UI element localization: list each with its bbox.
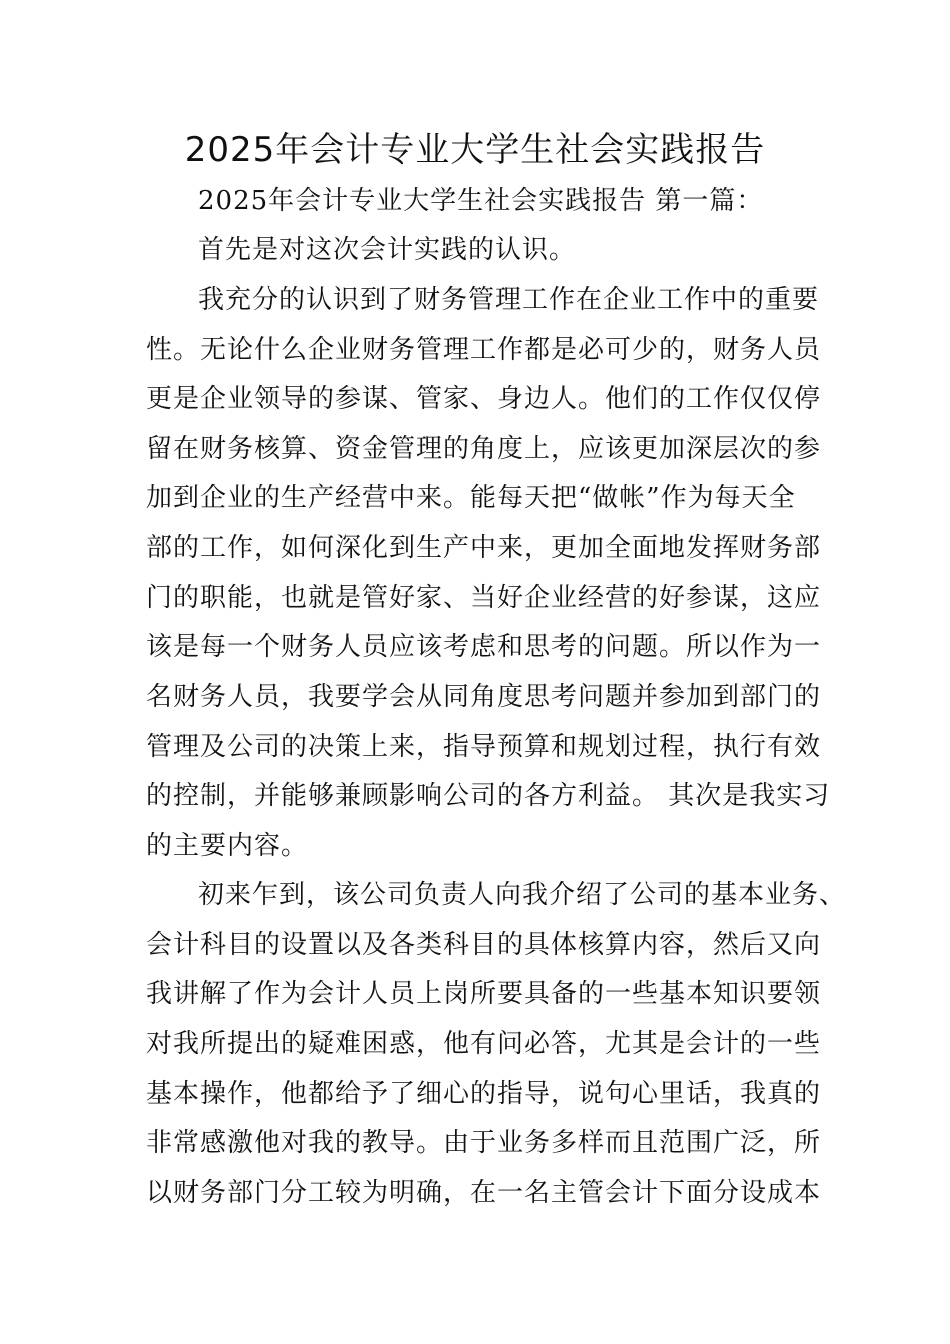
paragraph-line: 的控制，并能够兼顾影响公司的各方利益。 其次是我实习 (146, 781, 831, 811)
paragraph-line: 基本操作，他都给予了细心的指导，说句心里话，我真的 (146, 1079, 822, 1109)
paragraph-line: 性。无论什么企业财务管理工作都是必可少的，财务人员 (146, 335, 822, 365)
paragraph-line: 部的工作，如何深化到生产中来，更加全面地发挥财务部 (146, 533, 822, 563)
paragraph-line: 更是企业领导的参谋、管家、身边人。他们的工作仅仅停 (146, 384, 822, 414)
paragraph-line: 门的职能，也就是管好家、当好企业经营的好参谋，这应 (146, 583, 822, 613)
paragraph-line: 的主要内容。 (146, 831, 309, 861)
paragraph-line: 非常感激他对我的教导。由于业务多样而且范围广泛，所 (146, 1128, 822, 1158)
document-title: 2025年会计专业大学生社会实践报告 (184, 130, 766, 170)
paragraph-line: 留在财务核算、资金管理的角度上，应该更加深层次的参 (146, 434, 822, 464)
paragraph-line: 我充分的认识到了财务管理工作在企业工作中的重要 (198, 285, 820, 315)
subheading: 2025年会计专业大学生社会实践报告 第一篇： (198, 186, 764, 216)
paragraph-line: 会计科目的设置以及各类科目的具体核算内容，然后又向 (146, 930, 822, 960)
paragraph-line: 对我所提出的疑难困惑，他有问必答，尤其是会计的一些 (146, 1029, 822, 1059)
paragraph-line: 该是每一个财务人员应该考虑和思考的问题。所以作为一 (146, 632, 822, 662)
paragraph-line: 以财务部门分工较为明确，在一名主管会计下面分设成本 (146, 1178, 822, 1208)
paragraph-line: 加到企业的生产经营中来。能每天把“做帐”作为每天全 (146, 483, 796, 513)
paragraph-line: 名财务人员，我要学会从同角度思考问题并参加到部门的 (146, 682, 822, 712)
paragraph-line: 管理及公司的决策上来，指导预算和规划过程，执行有效 (146, 732, 822, 762)
paragraph-line: 我讲解了作为会计人员上岗所要具备的一些基本知识要领 (146, 979, 822, 1009)
paragraph-line: 初来乍到，该公司负责人向我介绍了公司的基本业务、 (198, 880, 847, 910)
paragraph-line: 首先是对这次会计实践的认识。 (198, 235, 577, 265)
